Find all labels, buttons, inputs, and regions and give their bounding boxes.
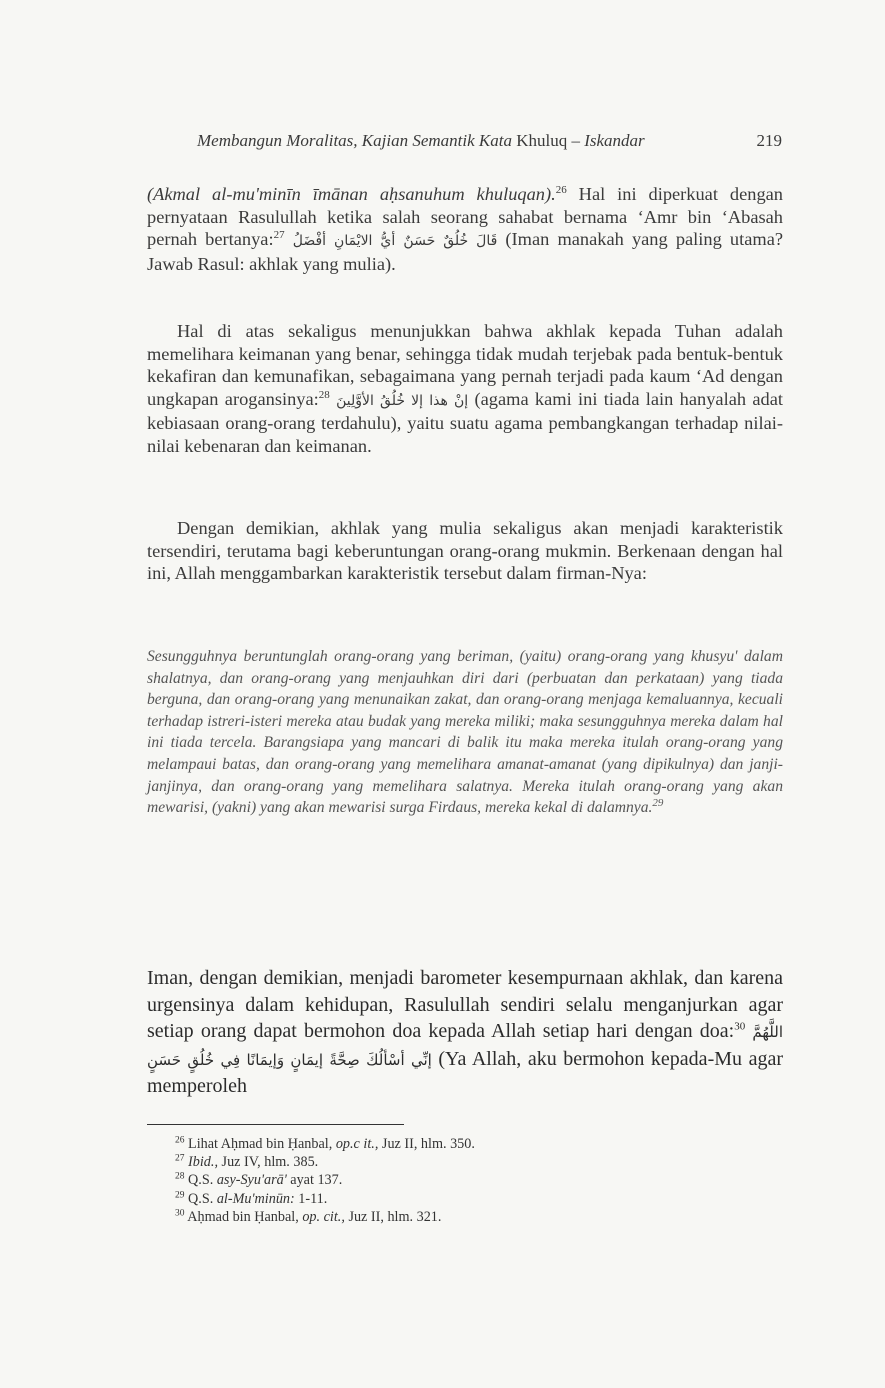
footnote-number: 28 (175, 1171, 185, 1182)
footnote-text: Juz II, hlm. 321. (344, 1208, 442, 1225)
paragraph-1-text: Hal ini diperkuat dengan pernyataan Rasulullah ketika salah seorang sahabat bernama ‘Amr bin ‘Abasah pernah bertanya: (147, 184, 784, 250)
footnote-ref-27[interactable]: 27 (273, 229, 285, 242)
footnote-text: Juz IV, hlm. 385. (218, 1154, 319, 1171)
footnote-text: Q.S. (188, 1172, 217, 1189)
footnote-ref-28[interactable]: 28 (318, 388, 330, 401)
footnote-text: Lihat Aḥmad bin Ḥanbal, (188, 1136, 336, 1152)
arabic-answer: قَالَ خُلُقٌ حَسَنٌ (403, 233, 498, 250)
footnote-citation: Ibid., (188, 1154, 218, 1171)
paragraph-2-translation: (agama kami ini tiada lain hanyalah adat kebiasaan orang-orang terdahulu), yaitu suatu agama pembangkangan terhadap nilai-nilai kebenaran dan keimanan. (147, 388, 784, 456)
arabic-question: أيُّ الايْمَانِ أفْضَلُ (292, 233, 396, 250)
footnote-text: Aḥmad bin Ḥanbal, (187, 1208, 303, 1225)
footnote-number: 26 (175, 1135, 185, 1146)
footnote-28 (175, 1171, 735, 1189)
footnote-29 (175, 1190, 735, 1208)
paragraph-2 (147, 320, 783, 458)
quote-text: Sesungguhnya beruntunglah orang-orang yang beriman, (yaitu) orang-orang yang khusyu' dalam shalatnya, dan orang-orang yang menjauhkan diri dari (perbuatan dan perkataan) yang tiada berguna, dan orang-orang yang menunaikan zakat, dan orang-orang menjaga kemaluannya, kecuali terhadap istreri-isteri mereka atau budak yang mereka miliki; maka sesungguhnya mereka dalam hal ini tiada tercela. Barangsiapa yang mancari di balik itu maka mereka itulah orang-orang yang melampaui batas, dan orang-orang yang memelihara amanat-amanat (yang dipikulnya) dan janji-janjinya, dan orang-orang yang memelihara salatnya. Mereka itulah orang-orang yang akan mewarisi, (yakni) yang akan mewarisi surga Firdaus, mereka kekal di dalamnya. (147, 648, 783, 817)
paragraph-1-translation: (Iman manakah yang paling utama? Jawab Rasul: akhlak yang mulia). (147, 229, 784, 274)
footnote-text: Q.S. (188, 1190, 217, 1207)
footnote-citation: op. cit., (302, 1208, 345, 1225)
header-keyword: Khuluq (516, 131, 568, 150)
footnote-text: 1-11. (294, 1190, 328, 1207)
footnote-text: Juz II, hlm. 350. (378, 1136, 475, 1152)
footnote-citation: op.c it., (335, 1136, 379, 1152)
footnote-citation: asy-Syu'arā' (216, 1172, 287, 1189)
footnote-27 (175, 1153, 735, 1171)
footnote-text: ayat 137. (286, 1172, 343, 1189)
hadith-transliteration: (Akmal al-mu'minīn īmānan aḥsanuhum khuluqan). (147, 184, 556, 204)
page-number: 219 (756, 131, 782, 150)
paragraph-3-text: Dengan demikian, akhlak yang mulia sekaligus akan menjadi karakteristik tersendiri, terutama bagi keberuntungan orang-orang mukmin. Berkenaan dengan hal ini, Allah menggambarkan karakteristik tersebut dalam firman-Nya: (147, 518, 783, 584)
footnote-26 (175, 1135, 735, 1153)
paragraph-3 (147, 517, 783, 585)
paragraph-4-translation: (Ya Allah, aku bermohon kepada-Mu agar memperoleh (147, 1047, 783, 1097)
footnotes (175, 1135, 735, 1226)
running-header (197, 131, 782, 151)
paragraph-4 (147, 965, 783, 1100)
footnote-number: 27 (175, 1153, 185, 1164)
footnote-ref-30[interactable]: 30 (734, 1020, 746, 1033)
footnote-ref-26[interactable]: 26 (555, 183, 567, 196)
footnote-ref-29[interactable]: 29 (652, 796, 664, 809)
paragraph-4-text: Iman, dengan demikian, menjadi barometer kesempurnaan akhlak, dan karena urgensinya dalam kehidupan, Rasulullah sendiri selalu menganjurkan agar setiap orang dapat bermohon doa kepada Allah setiap hari dengan doa: (147, 967, 783, 1042)
header-author: Iskandar (584, 131, 645, 150)
footnote-number: 30 (175, 1208, 185, 1219)
arabic-prayer: اللَّهُمَّ إنِّي أسْألُكَ صِحَّةً إيمَانٍ وَإيمَانًا فِي خُلُقٍ حَسَنٍ (147, 1023, 783, 1069)
header-title: Membangun Moralitas, Kajian Semantik Kata (197, 131, 512, 150)
footnote-citation: al-Mu'minūn: (216, 1190, 295, 1207)
arabic-quote-ad: إنْ هذا إلا خُلُقُ الأوَّلِينَ (336, 392, 469, 409)
footnote-number: 29 (175, 1189, 185, 1200)
block-quote (147, 646, 783, 819)
paragraph-2-text: Hal di atas sekaligus menunjukkan bahwa akhlak kepada Tuhan adalah memelihara keimanan yang benar, sehingga tidak mudah terjebak pada bentuk-bentuk kekafiran dan kemunafikan, sebagaimana yang pernah terjadi pada kaum ‘Ad dengan ungkapan arogansinya: (147, 321, 783, 409)
footnote-30 (175, 1208, 735, 1226)
footnote-divider (147, 1124, 404, 1125)
paragraph-1 (147, 183, 783, 275)
header-separator: – (571, 131, 580, 150)
